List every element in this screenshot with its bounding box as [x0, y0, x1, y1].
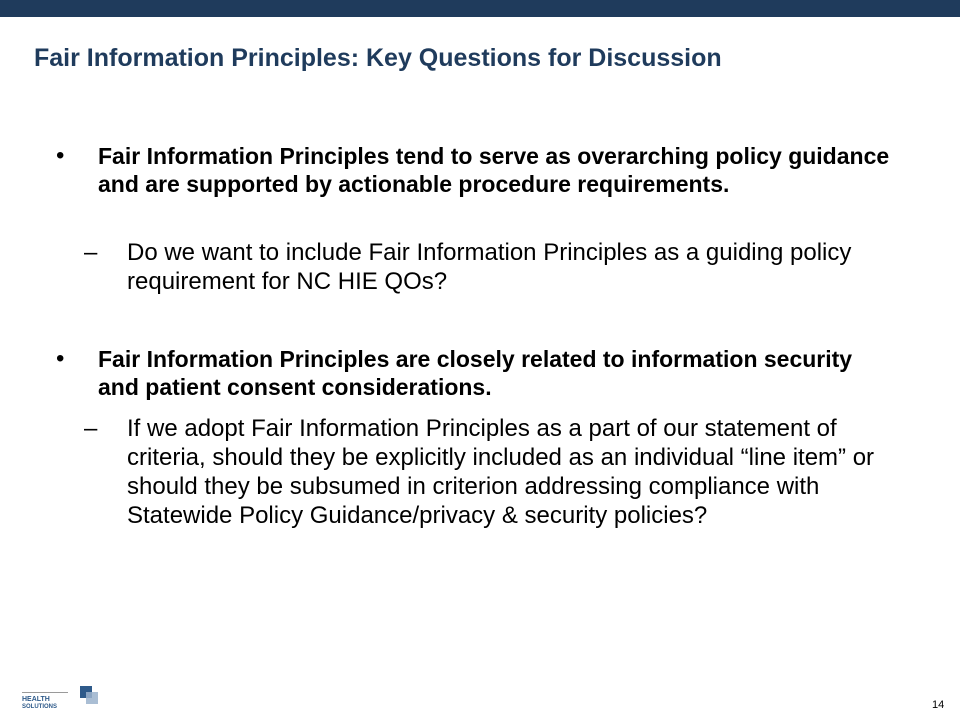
dash-marker: – — [84, 415, 98, 442]
page-number: 14 — [932, 699, 945, 711]
bullet-text: Fair Information Principles tend to serve as overarching policy guidance and are supported by actionable procedure requirements. — [98, 143, 890, 197]
sub-bullet-text: Do we want to include Fair Information Principles as a guiding policy requirement for NC HIE QOs? — [127, 239, 852, 295]
logo-text-line2: SOLUTIONS — [22, 704, 58, 710]
sub-bullet-text: If we adopt Fair Information Principles as a part of our statement of criteria, should they be explicitly included as an individual “line item” or should they be subsumed in criterion addressing compliance with Statewide Policy Guidance/privacy & security policies? — [127, 415, 875, 529]
slide-title: Fair Information Principles: Key Questions for Discussion — [34, 44, 722, 72]
bullet-marker: • — [56, 142, 65, 169]
health-solutions-logo — [22, 684, 102, 710]
logo-mark-icon — [22, 684, 102, 710]
bullet-marker: • — [56, 345, 65, 372]
dash-marker: – — [84, 239, 98, 266]
logo-text-line1: HEALTH — [22, 696, 50, 703]
bullet-text: Fair Information Principles are closely related to information security and patient consent considerations. — [98, 346, 853, 400]
